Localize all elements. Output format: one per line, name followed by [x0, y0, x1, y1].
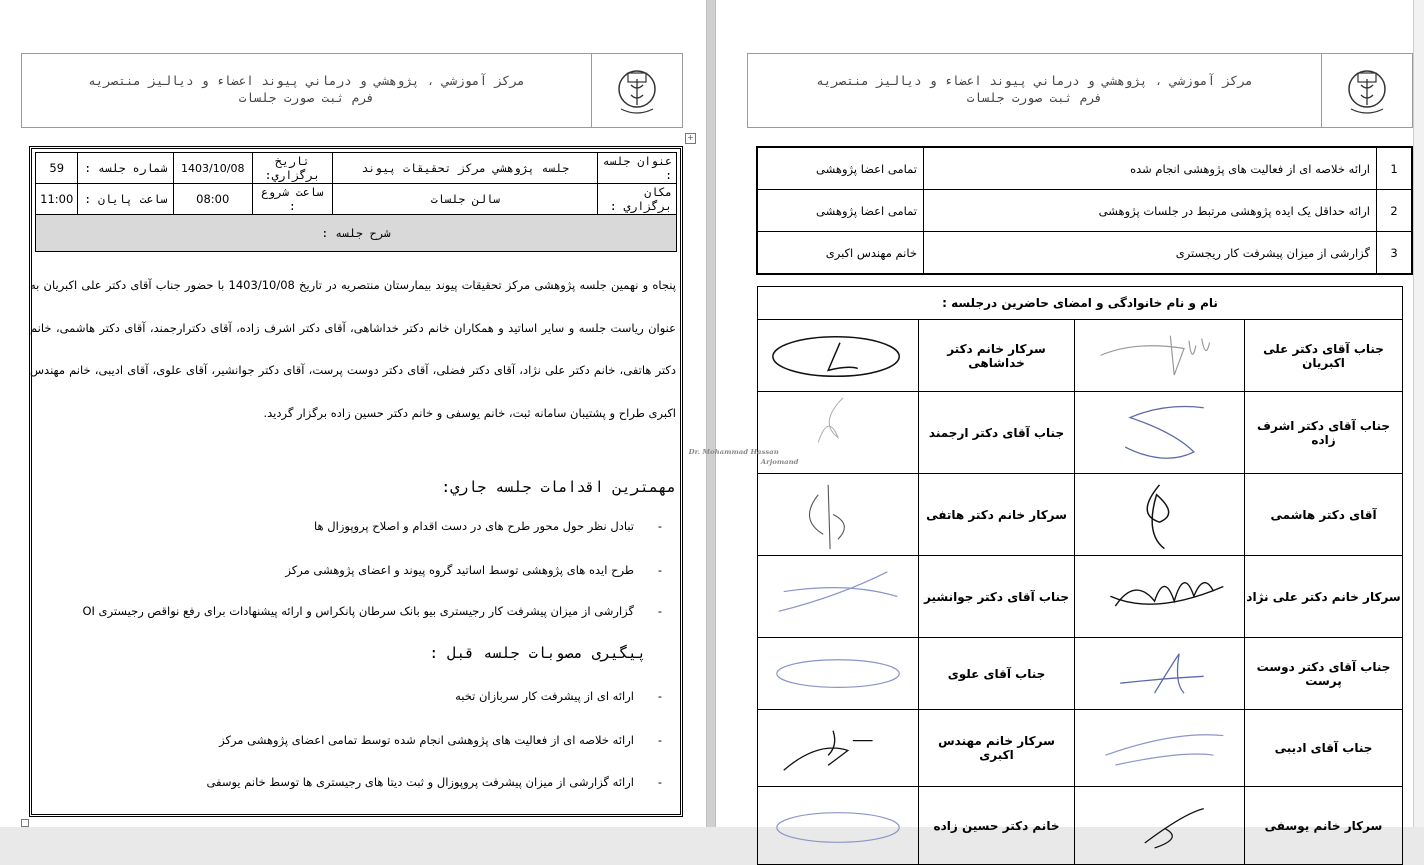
- signature-icon: [758, 638, 919, 710]
- logo-emblem-icon: [591, 54, 682, 127]
- table-row: [758, 556, 1403, 638]
- attendance-table: [688, 286, 1403, 865]
- header-line2: فرم ثبت صورت جلسات: [238, 90, 375, 105]
- resize-handle-icon[interactable]: [21, 819, 29, 827]
- form-header: [21, 53, 683, 128]
- section2-item-3: - ارائه گزارشی از میزان پیشرفت پروپوزال و ثبت دیتا های رجیستری ها توسط خانم یوسفی: [206, 775, 634, 789]
- signature-text-line2: Arjomand: [760, 458, 799, 467]
- table-row: [757, 190, 1412, 232]
- table-row: [757, 232, 1412, 275]
- page-divider: [706, 0, 716, 827]
- attendee-name: سرکار خانم دکتر خداشاهی: [919, 320, 1075, 392]
- signature-icon: [758, 556, 919, 638]
- signature-icon: [1075, 320, 1245, 392]
- attendee-name: خانم دکتر حسین زاده: [919, 787, 1075, 865]
- signature-icon: [1075, 392, 1245, 474]
- title-label: عنوان جلسه :: [598, 153, 677, 184]
- attendee-name: جناب آقای دکتر جوانشیر: [919, 556, 1075, 638]
- section1-item-1: - تبادل نظر حول محور طرح های در دست اقدام و اصلاح پروپوزال ها: [314, 519, 634, 533]
- document-page-right: [688, 0, 1424, 833]
- document-page-left: [0, 0, 706, 827]
- meeting-paragraph: پنجاه و نهمین جلسه پژوهشی مرکز تحقیقات پیوند بیمارستان منتصریه در تاریخ 1403/10/08 با حضور جناب آقای دکتر علی اکبریان به عنوان ریاست جلسه و سایر اساتید و همکاران خانم دکتر خداشاهی، آقای دکتر اشرف زاده، آقای دکترارجمند، آقای دکتر هاشمی، خانم دکتر هاتفی، خانم دکتر علی نژاد، آقای دکتر فضلی، آقای دکتر دوست پرست، آقای دکتر جوانشیر، آقای علوی، آقای ادیبی، خانم مهندس اکبری طراح و پشتیبان سامانه ثبت، خانم یوسفی و خانم دکتر حسین زاده برگزار گردید.: [30, 278, 676, 420]
- task-desc: گزارشی از میزان پیشرفت کار ریجستری: [924, 232, 1377, 275]
- signature-icon: [1075, 556, 1245, 638]
- attendee-name: سرکار خانم مهندس اکبری: [919, 710, 1075, 787]
- signature-icon: [688, 392, 919, 474]
- place-value: سالن جلسات: [333, 184, 598, 215]
- signature-icon: [1075, 474, 1245, 556]
- meeting-info-table: [35, 152, 677, 252]
- table-row: [757, 147, 1412, 190]
- end-label: ساعت پايان :: [78, 184, 174, 215]
- start-label: ساعت شروع :: [252, 184, 333, 215]
- task-desc: ارائه خلاصه ای از فعالیت های پژوهشی انجام شده: [924, 147, 1377, 190]
- table-row: [758, 320, 1403, 392]
- date-label: تاريخ برگزاري:: [252, 153, 333, 184]
- header-line2-2: فرم ثبت صورت جلسات: [966, 90, 1103, 105]
- end-value: 11:00: [36, 184, 78, 215]
- task-owner: تمامی اعضا پژوهشی: [757, 190, 924, 232]
- table-row: [758, 787, 1403, 865]
- attendee-name: جناب آقای دکتر دوست پرست: [1245, 638, 1403, 710]
- tasks-table: [756, 146, 1413, 275]
- attendee-name: جناب آقای دکتر اشرف زاده: [1245, 392, 1403, 474]
- header-titles: [22, 72, 591, 106]
- section1-title: مهمترين اقدامات جلسه جاري:: [441, 478, 676, 496]
- signature-icon: [758, 787, 919, 865]
- title-value: جلسه پژوهشي مرکز تحقيقات پيوند: [333, 153, 598, 184]
- section1-item-2: - طرح ایده های پژوهشی توسط اساتید گروه پیوند و اعضای پژوهشی مرکز: [285, 563, 634, 577]
- section2-item-1: - ارائه ای از پیشرفت کار سربازان تخبه: [455, 689, 634, 703]
- table-row: [758, 710, 1403, 787]
- attendee-name: سرکار خانم دکتر هاتفی: [919, 474, 1075, 556]
- attendance-caption: نام و نام خانوادگی و امضای حاضرین درجلسه :: [758, 287, 1403, 320]
- header-titles-2: [748, 72, 1321, 106]
- table-row: [758, 392, 1403, 474]
- description-label: شرح جلسه :: [36, 215, 677, 252]
- vertical-scrollbar[interactable]: [1413, 0, 1424, 827]
- table-row: [758, 638, 1403, 710]
- task-num: 1: [1377, 147, 1413, 190]
- logo-emblem-icon-2: [1321, 54, 1412, 127]
- task-owner: تمامی اعضا پژوهشی: [757, 147, 924, 190]
- attendee-name: جناب آقای ادیبی: [1245, 710, 1403, 787]
- signature-text-line1: Dr. Mohammad Hassan: [688, 448, 779, 457]
- signature-icon: [758, 320, 919, 392]
- attendee-name: جناب آقای علوی: [919, 638, 1075, 710]
- attendee-name: جناب آقای دکتر علی اکبریان: [1245, 320, 1403, 392]
- signature-icon: [1075, 710, 1245, 787]
- signature-icon: [1075, 787, 1245, 865]
- start-value: 08:00: [173, 184, 252, 215]
- task-num: 3: [1377, 232, 1413, 275]
- table-row: [758, 474, 1403, 556]
- task-owner: خانم مهندس اکبری: [757, 232, 924, 275]
- number-label: شماره جلسه :: [78, 153, 174, 184]
- task-num: 2: [1377, 190, 1413, 232]
- attendee-name: آقای دکتر هاشمی: [1245, 474, 1403, 556]
- signature-icon: [758, 710, 919, 787]
- table-move-handle-icon[interactable]: +: [685, 133, 696, 144]
- form-header-2: [747, 53, 1413, 128]
- attendee-name: جناب آقای دکتر ارجمند: [919, 392, 1075, 474]
- section2-item-2: - ارائه خلاصه ای از فعالیت های پژوهشی انجام شده توسط تمامی اعضای پژوهشی مرکز: [219, 733, 634, 747]
- place-label: مكان برگزاري :: [598, 184, 677, 215]
- section1-item-3: - گزارشی از میزان پیشرفت کار رجیستری بیو بانک سرطان پانکراس و ارائه پیشنهادات برای رفع نواقص رجیستری OI: [82, 604, 634, 618]
- signature-icon: [1075, 638, 1245, 710]
- header-line1: مرکز آموزشي ، پژوهشي و درماني پيوند اعضاء و دياليز منتصريه: [88, 73, 525, 88]
- attendee-name: سرکار خانم دکتر علی نژاد: [1245, 556, 1403, 638]
- header-line1-2: مرکز آموزشي ، پژوهشي و درماني پيوند اعضاء و دياليز منتصريه: [816, 73, 1253, 88]
- number-value: 59: [36, 153, 78, 184]
- task-desc: ارائه حداقل یک ایده پژوهشی مرتبط در جلسات پژوهشی: [924, 190, 1377, 232]
- date-value: 1403/10/08: [173, 153, 252, 184]
- section2-title: پيگيری مصوبات جلسه قبل :: [429, 644, 646, 662]
- signature-icon: [758, 474, 919, 556]
- attendee-name: سرکار خانم یوسفی: [1245, 787, 1403, 865]
